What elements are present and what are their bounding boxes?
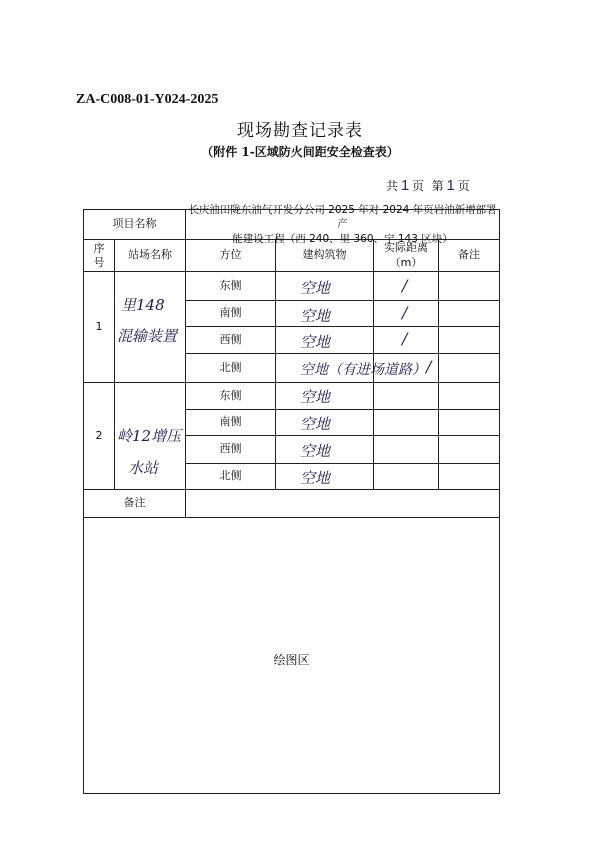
station-1-direction-west: 西侧 — [219, 332, 242, 346]
pagination-total-prefix: 共 — [386, 179, 399, 193]
station-2-name-line2: 水站 — [128, 459, 159, 477]
station-2-name-line1: 岭12增压 — [117, 427, 182, 445]
station-1-name-line1: 里148 — [121, 296, 165, 314]
pagination-page-value: 1 — [446, 177, 455, 194]
station-1-building-west: 空地 — [300, 333, 331, 351]
doc-title: 现场勘查记录表 — [237, 121, 363, 141]
station-1-seq: 1 — [95, 319, 103, 333]
project-name-line1: 长庆油田陇东油气开发分公司 2025 年对 2024 年页岩油新增部署产 — [188, 204, 497, 231]
station-1-direction-east: 东侧 — [219, 278, 242, 292]
station-1-building-north: 空地（有进场道路） — [300, 362, 426, 378]
station-1-distance-south: / — [402, 303, 408, 322]
column-header-distance: 实际距离（m） — [384, 241, 428, 269]
pagination-total-value: 1 — [400, 177, 410, 194]
station-2-direction-north: 北侧 — [219, 469, 242, 483]
station-1-direction-south: 南侧 — [219, 306, 242, 320]
station-1-direction-north: 北侧 — [219, 360, 242, 374]
station-2-building-west: 空地 — [300, 442, 331, 460]
column-header-seq: 序号 — [93, 241, 105, 269]
column-header-direction: 方位 — [219, 248, 242, 262]
station-2-direction-east: 东侧 — [219, 388, 242, 402]
station-2-building-east: 空地 — [300, 388, 331, 406]
station-1-building-south: 空地 — [300, 307, 331, 325]
project-name-value — [186, 204, 499, 245]
pagination-page-prefix: 第 — [431, 179, 444, 193]
project-name-label: 项目名称 — [112, 217, 157, 231]
column-header-building: 建构筑物 — [302, 248, 347, 262]
doc-subtitle: （附件 1-区域防火间距安全检查表） — [201, 145, 399, 159]
station-1-distance-west: / — [402, 329, 408, 348]
column-header-remark: 备注 — [458, 248, 480, 262]
station-1-distance-east: / — [402, 276, 408, 295]
station-2-direction-west: 西侧 — [219, 442, 242, 456]
station-2-building-north: 空地 — [300, 469, 331, 487]
station-1-distance-north: / — [426, 357, 432, 376]
drawing-area-label: 绘图区 — [273, 653, 310, 667]
project-name-line2: 能建设工程（西 240、里 360、宁 143 区块） — [232, 232, 453, 245]
pagination-total-suffix: 页 — [412, 179, 425, 193]
station-1-building-east: 空地 — [300, 279, 331, 297]
station-2-building-south: 空地 — [300, 415, 331, 433]
station-2-seq: 2 — [95, 428, 103, 442]
pagination — [386, 177, 470, 194]
inspection-table — [83, 204, 500, 794]
station-1-name-line2: 混输装置 — [117, 327, 178, 345]
pagination-page-suffix: 页 — [457, 179, 470, 193]
column-header-station: 站场名称 — [128, 248, 172, 262]
station-2-direction-south: 南侧 — [219, 415, 242, 429]
remark-label: 备注 — [123, 496, 146, 510]
doc-code: ZA-C008-01-Y024-2025 — [76, 92, 219, 107]
